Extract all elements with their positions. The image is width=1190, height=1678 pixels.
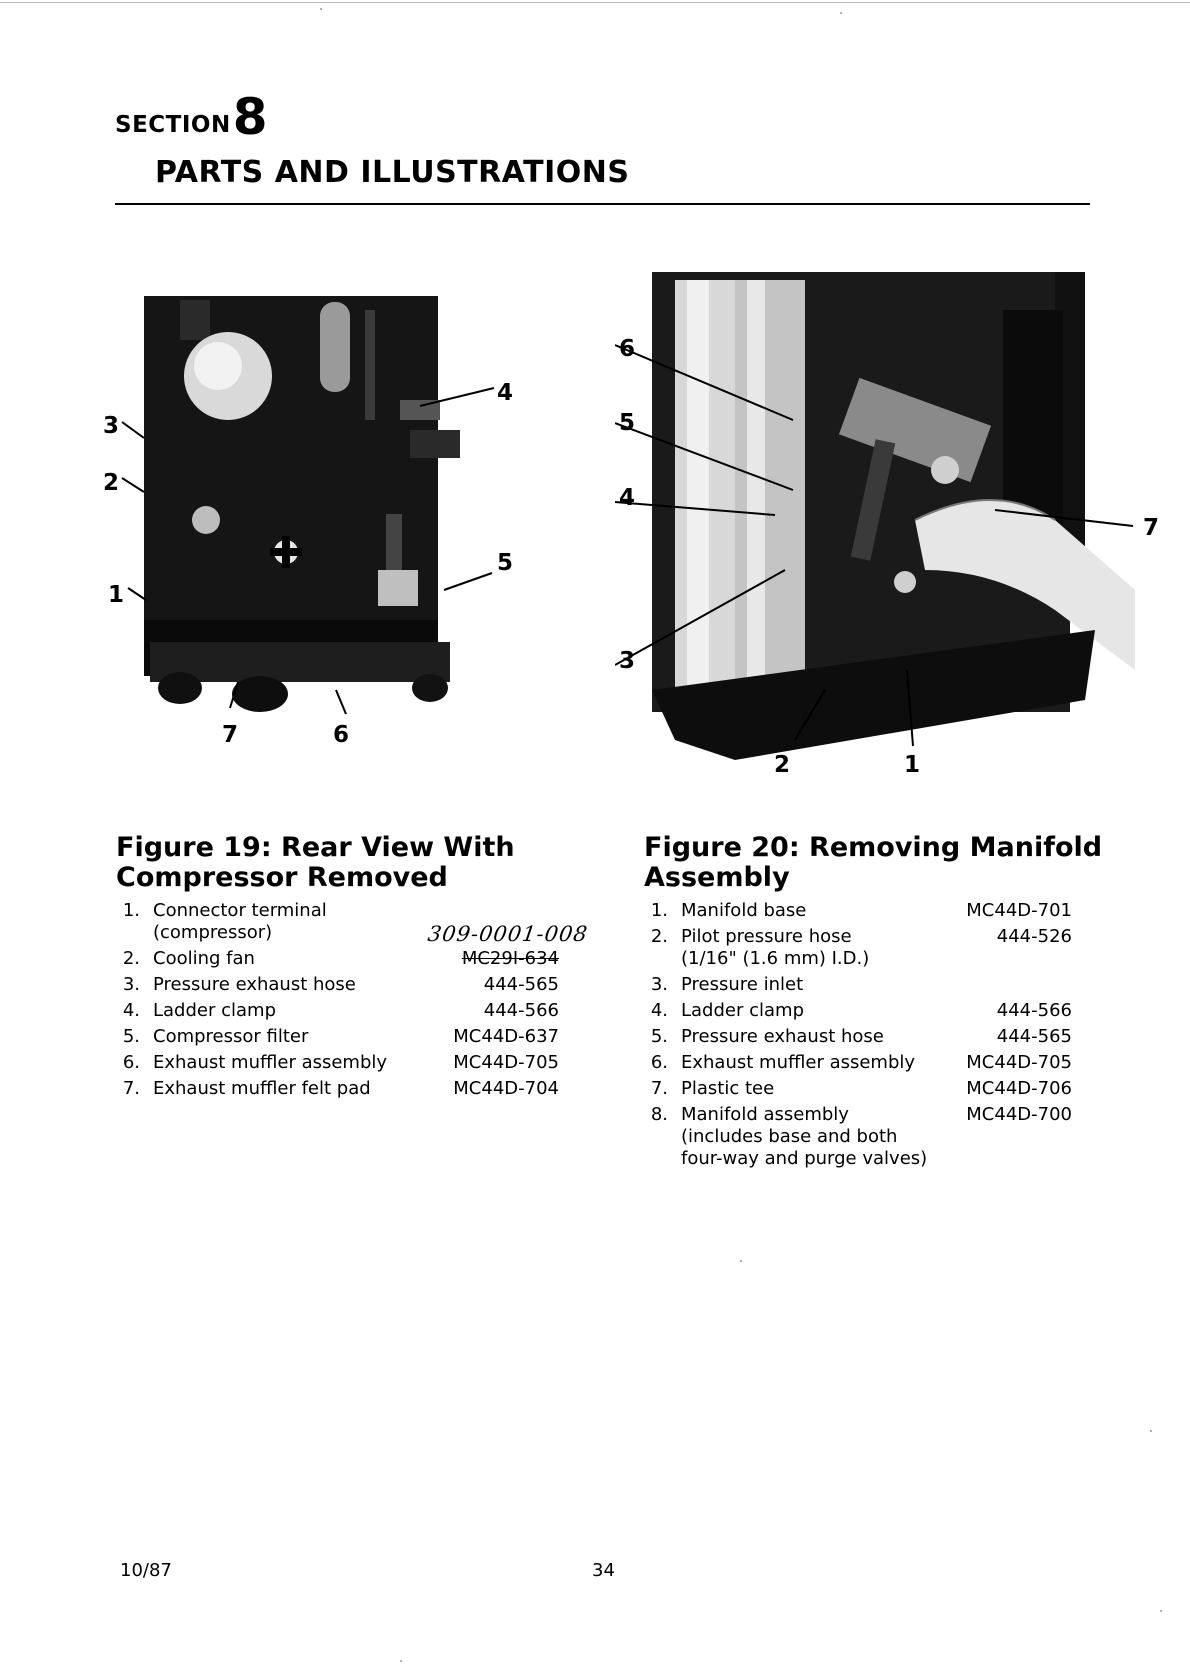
figure20-title [644, 833, 1102, 893]
part-code: MC44D-704 [453, 1078, 559, 1099]
part-description: Ladder clamp [153, 1000, 276, 1021]
figure20-parts-list [644, 898, 1074, 1172]
figure19-callout-6: 6 [333, 722, 350, 748]
part-number: 5. [122, 1026, 140, 1047]
part-code: MC44D-701 [966, 900, 1072, 921]
part-description: Compressor filter [153, 1026, 309, 1047]
scan-speck [400, 1660, 402, 1662]
part-code: MC44D-706 [966, 1078, 1072, 1099]
figure20-title-line1: Figure 20: Removing Manifold [644, 832, 1103, 863]
list-item [116, 1076, 561, 1102]
part-code: 444-566 [483, 1000, 559, 1021]
part-description-line1: Connector terminal [153, 900, 327, 921]
figure20-callout-4: 4 [619, 485, 636, 511]
part-description-line1: Manifold assembly [681, 1104, 849, 1125]
list-item [116, 998, 561, 1024]
part-code: MC44D-637 [453, 1026, 559, 1047]
figure19-callout-1: 1 [108, 582, 125, 608]
part-description: Manifold base [681, 900, 807, 921]
figure20-callout-5: 5 [619, 410, 636, 436]
part-code: MC44D-705 [453, 1052, 559, 1073]
part-code: 444-566 [996, 1000, 1072, 1021]
part-number: 2. [122, 948, 140, 969]
list-item [116, 1024, 561, 1050]
part-code-struck: MC29I-634 [461, 948, 559, 969]
part-number: 1. [122, 900, 140, 921]
part-number: 6. [650, 1052, 668, 1073]
figure20-photo [615, 270, 1135, 770]
header-rule [115, 203, 1090, 205]
part-description: Exhaust muffler assembly [153, 1052, 388, 1073]
figure20-callout-2: 2 [774, 752, 791, 778]
figure19-photo [100, 290, 520, 760]
part-code: 444-565 [996, 1026, 1072, 1047]
part-description-line2: (1/16" (1.6 mm) I.D.) [681, 948, 870, 969]
figure19-callout-2: 2 [103, 470, 120, 496]
scan-speck [1150, 1430, 1152, 1432]
handwritten-part-number: 309-0001-008 [426, 922, 590, 946]
part-description-line2: (includes base and both [681, 1126, 898, 1147]
list-item [644, 998, 1074, 1024]
part-description [153, 898, 327, 944]
figure19-title [116, 833, 515, 893]
part-description: Ladder clamp [681, 1000, 804, 1021]
part-number: 7. [122, 1078, 140, 1099]
list-item [116, 1050, 561, 1076]
part-description: Pressure inlet [681, 974, 804, 995]
part-number: 6. [122, 1052, 140, 1073]
scan-speck [320, 8, 322, 10]
part-description: Pressure exhaust hose [153, 974, 356, 995]
part-description [681, 1102, 927, 1170]
part-description: Cooling fan [153, 948, 255, 969]
part-number: 3. [122, 974, 140, 995]
part-description: Plastic tee [681, 1078, 775, 1099]
part-number: 5. [650, 1026, 668, 1047]
part-number: 8. [650, 1104, 668, 1125]
list-item [644, 898, 1074, 924]
part-number: 3. [650, 974, 668, 995]
list-item [644, 1076, 1074, 1102]
part-number: 2. [650, 926, 668, 947]
part-description: Exhaust muffler felt pad [153, 1078, 371, 1099]
part-code: 444-526 [996, 926, 1072, 947]
section-label: SECTION [115, 112, 231, 138]
section-heading [115, 88, 269, 146]
part-code: 444-565 [483, 974, 559, 995]
part-number: 4. [650, 1000, 668, 1021]
figure19-callout-7: 7 [222, 722, 239, 748]
part-description [681, 924, 869, 970]
figure19-callout-4: 4 [497, 380, 514, 406]
figure20-callout-1: 1 [904, 752, 921, 778]
scan-speck [840, 12, 842, 14]
figure19-title-line2: Compressor Removed [116, 862, 448, 893]
part-number: 4. [122, 1000, 140, 1021]
page-title: PARTS AND ILLUSTRATIONS [155, 155, 630, 190]
list-item [644, 1050, 1074, 1076]
list-item [644, 1024, 1074, 1050]
part-number: 7. [650, 1078, 668, 1099]
list-item [116, 972, 561, 998]
list-item [644, 1102, 1074, 1172]
part-code: MC44D-705 [966, 1052, 1072, 1073]
figure20-callout-3: 3 [619, 648, 636, 674]
figure20-title-line2: Assembly [644, 862, 790, 893]
part-description-line3: four-way and purge valves) [681, 1148, 928, 1169]
part-description: Exhaust muffler assembly [681, 1052, 916, 1073]
part-description-line2: (compressor) [153, 922, 273, 943]
part-description: Pressure exhaust hose [681, 1026, 884, 1047]
scan-speck [740, 1260, 742, 1262]
figure19-callout-3: 3 [103, 413, 120, 439]
figure20-callout-6: 6 [619, 336, 636, 362]
list-item [116, 946, 561, 972]
page-number: 34 [592, 1560, 615, 1581]
top-scan-edge [0, 2, 1190, 3]
part-description-line1: Pilot pressure hose [681, 926, 852, 947]
section-number: 8 [232, 88, 269, 146]
footer-date: 10/87 [120, 1560, 172, 1581]
part-code: MC44D-700 [966, 1104, 1072, 1125]
figure19-callout-5: 5 [497, 550, 514, 576]
part-number: 1. [650, 900, 668, 921]
list-item [644, 924, 1074, 972]
figure20-callout-7: 7 [1143, 515, 1160, 541]
figure19-title-line1: Figure 19: Rear View With [116, 832, 515, 863]
list-item [644, 972, 1074, 998]
scan-speck [1160, 1610, 1162, 1612]
